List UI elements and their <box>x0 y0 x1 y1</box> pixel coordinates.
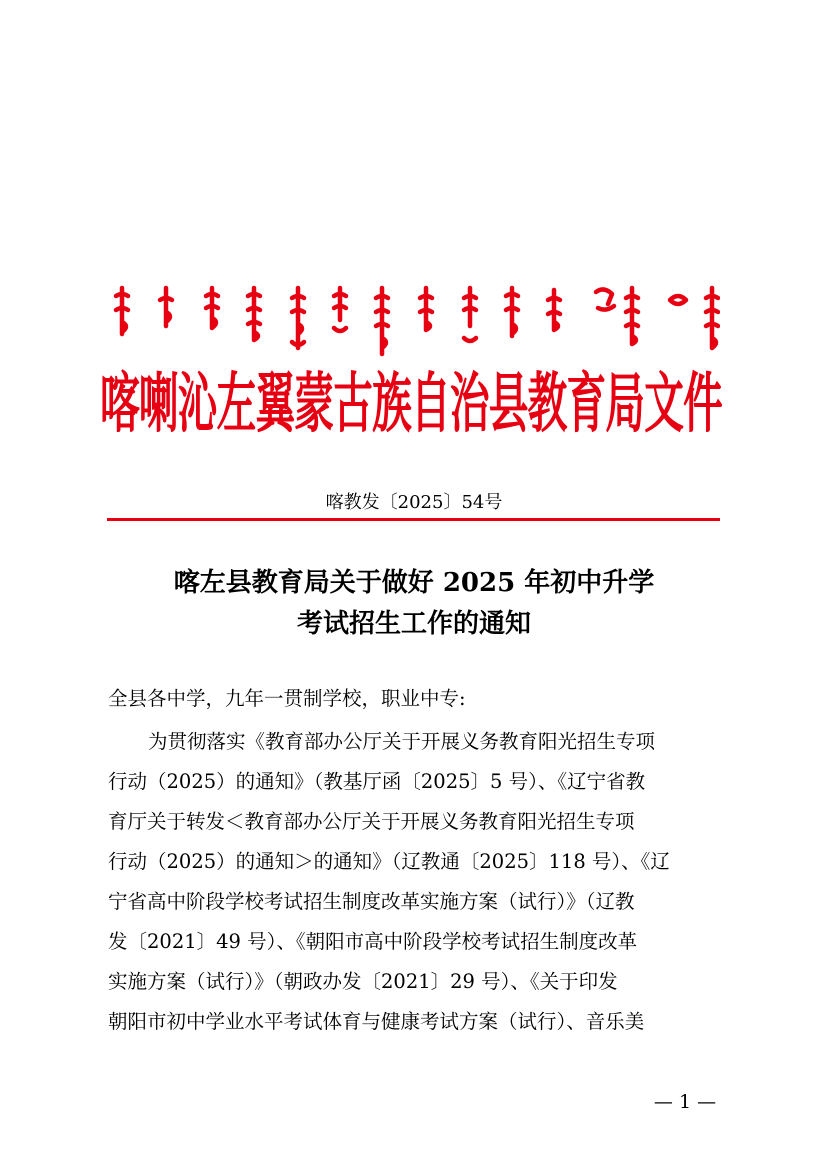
body-line: 为贯彻落实《教育部办公厅关于开展义务教育阳光招生专项 <box>148 730 656 753</box>
body-line: 朝阳市初中学业水平考试体育与健康考试方案（试行）、音乐美 <box>108 1010 645 1033</box>
addressee: 全县各中学，九年一贯制学校，职业中专: <box>108 687 466 710</box>
title-line-2: 考试招生工作的通知 <box>296 609 531 639</box>
document-title <box>108 563 720 645</box>
masthead-title: 喀喇沁左翼蒙古族自治县教育局文件 <box>100 366 723 442</box>
page-number: — 1 — <box>653 1091 717 1113</box>
body-paragraph <box>108 722 728 1042</box>
mongolian-script-glyphs <box>108 282 720 360</box>
masthead <box>100 358 726 450</box>
body-line: 行动（2025）的通知＞的通知》（辽教通〔2025〕118 号）、《辽 <box>108 850 670 873</box>
body-line: 实施方案（试行）》（朝政办发〔2021〕29 号）、《关于印发 <box>108 970 618 993</box>
red-separator-line <box>107 518 720 521</box>
body-line: 宁省高中阶段学校考试招生制度改革实施方案（试行）》（辽教 <box>108 890 635 913</box>
document-number: 喀教发〔2025〕54号 <box>325 492 503 513</box>
title-line-1: 喀左县教育局关于做好 2025 年初中升学 <box>173 568 655 598</box>
body-line: 育厅关于转发＜教育部办公厅关于开展义务教育阳光招生专项 <box>108 810 635 833</box>
body-line: 行动（2025）的通知》（教基厅函〔2025〕5 号）、《辽宁省教 <box>108 770 646 793</box>
mongolian-script-header <box>108 282 720 360</box>
body-line: 发〔2021〕49 号）、《朝阳市高中阶段学校考试招生制度改革 <box>108 930 638 953</box>
